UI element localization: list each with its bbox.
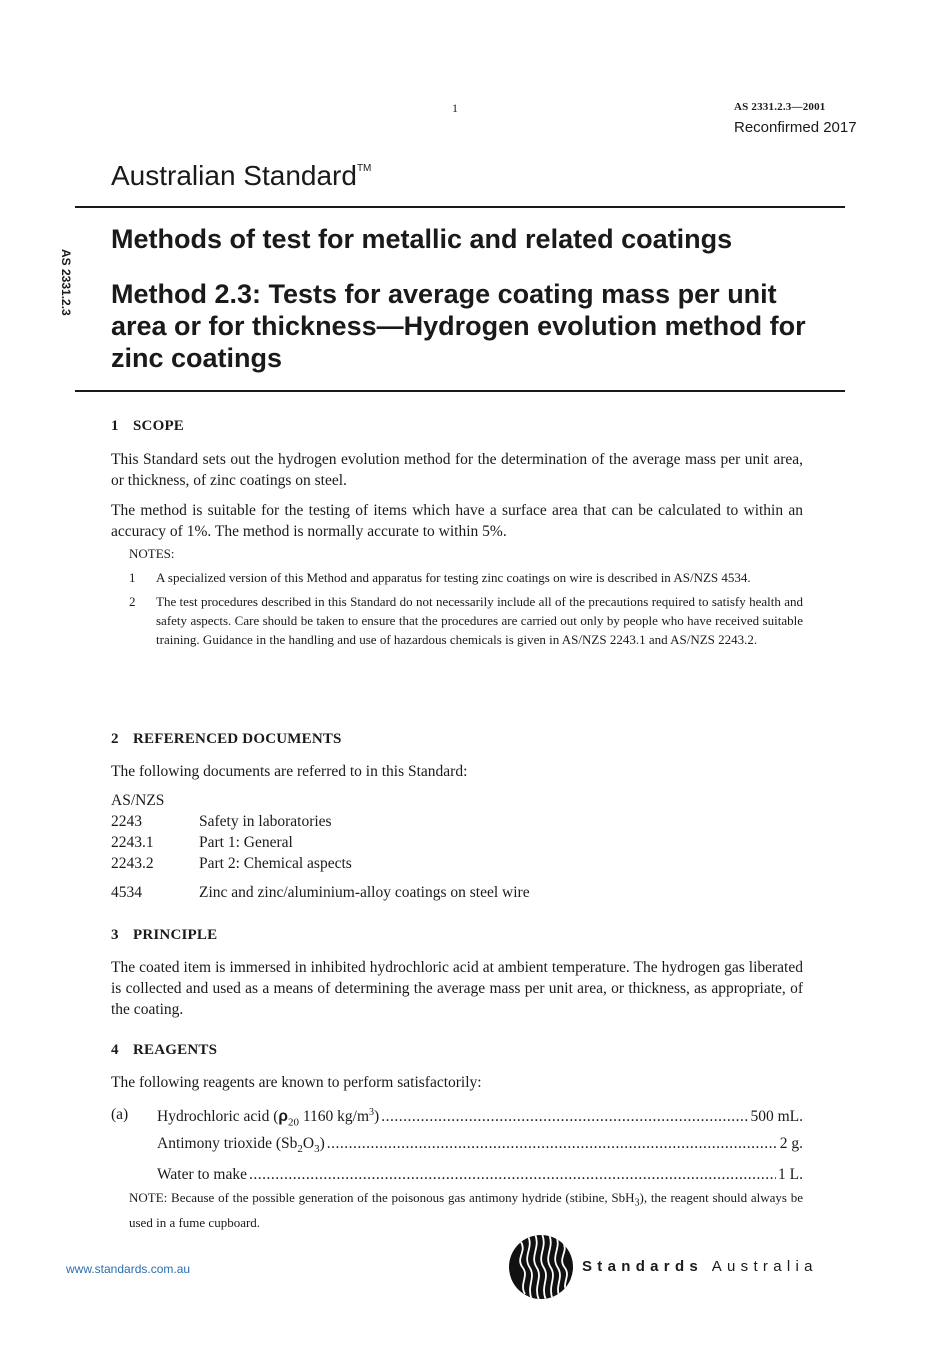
reference-code: 2243.2 [111,855,154,872]
leader-dots [249,1164,776,1185]
reagent-name-close: ) [319,1135,325,1152]
reconfirmed-note: Reconfirmed 2017 [734,119,857,136]
section-number: 2 [111,731,119,747]
method-title: Method 2.3: Tests for average coating mass per unit area or for thickness—Hydrogen evolution method for zinc coatings [111,279,806,373]
notes-label: NOTES: [129,546,175,561]
website-link[interactable]: www.standards.com.au [66,1262,191,1276]
reference-code: 2243 [111,813,142,830]
reagent-name-text: Antimony trioxide (Sb [157,1135,298,1152]
density-value: 1160 kg/m [298,1108,370,1126]
notes-list [129,568,803,654]
reagents-intro: The following reagents are known to perform satisfactorily: [111,1074,482,1091]
section-heading-scope [111,418,803,435]
reagent-line-hydrochloric-acid [157,1102,803,1133]
reagent-quantity: 500 mL. [750,1108,803,1126]
reference-title: Zinc and zinc/aluminium-alloy coatings on steel wire [199,884,530,901]
standard-brand [111,160,371,192]
reference-code: 2243.1 [111,834,154,851]
reagent-note [129,1188,803,1232]
section-heading-principle [111,927,803,944]
reference-title: Safety in laboratories [199,813,332,830]
section-heading-reagents [111,1042,803,1059]
document-title: Methods of test for metallic and related coatings [111,224,733,254]
note-text: ), the reagent should always be used in a fume cupboard. [129,1190,803,1230]
note-number: 2 [129,594,136,609]
top-rule [75,206,845,208]
section-title: PRINCIPLE [133,927,218,943]
formula-subscript: 3 [314,1143,320,1156]
section-number: 4 [111,1042,119,1058]
standard-id: AS 2331.2.3—2001 [734,101,826,113]
leader-dots [381,1106,748,1127]
reference-row [111,853,711,874]
reagent-quantity: 1 L. [778,1166,803,1183]
section-number: 1 [111,418,119,434]
standards-australia-wordmark [582,1258,818,1275]
brand-name: Australian Standard [111,160,357,191]
reference-title: Part 1: General [199,834,293,851]
section-title: REAGENTS [133,1042,218,1058]
references-table [111,790,711,903]
section-title: SCOPE [133,418,185,434]
density-subscript: 20 [287,1116,299,1129]
formula-subscript: 2 [297,1143,303,1156]
reagent-name [157,1133,325,1160]
reagent-name: Water to make [157,1166,247,1183]
title-bottom-rule [75,390,845,392]
note-item [129,592,803,649]
note-text: NOTE: Because of the possible generation of the poisonous gas antimony hydride (stibine, SbH [129,1190,635,1205]
reagent-line-antimony-trioxide [157,1133,803,1160]
references-group-label: AS/NZS [111,792,165,809]
note-text: A specialized version of this Method and apparatus for testing zinc coatings on wire is described in AS/NZS 4534. [156,570,751,585]
page-number: 1 [452,101,458,115]
scope-paragraph-1: This Standard sets out the hydrogen evolution method for the determination of the average mass per unit area, or thickness, of zinc coatings on steel. [111,451,803,489]
section-heading-references [111,731,803,748]
wordmark-bold: Standards [582,1258,704,1275]
trademark-mark: TM [356,162,372,174]
scope-paragraph-2: The method is suitable for the testing of items which have a surface area that can be calculated to within an accuracy of 1%. The method is normally accurate to within 5%. [111,502,803,540]
reagent-quantity: 2 g. [779,1135,803,1152]
reference-row [111,811,711,832]
references-intro: The following documents are referred to in this Standard: [111,763,468,780]
reference-title: Part 2: Chemical aspects [199,855,352,872]
reagent-name [157,1102,379,1133]
formula-subscript: 3 [634,1197,640,1209]
section-number: 3 [111,927,119,943]
note-number: 1 [129,570,136,585]
principle-paragraph: The coated item is immersed in inhibited hydrochloric acid at ambient temperature. The hydrogen gas liberated is collected and used as a means of determining the average mass per unit area, or thickness, as appropriate, of the coating. [111,959,803,1018]
unit-superscript: 3 [369,1107,375,1118]
section-title: REFERENCED DOCUMENTS [133,731,342,747]
density-symbol: ρ [278,1108,288,1126]
reference-code: 4534 [111,884,142,901]
note-item [129,568,803,587]
reference-row [111,832,711,853]
reference-row [111,882,711,903]
note-text: The test procedures described in this Standard do not necessarily include all of the precautions required to satisfy health and safety aspects. Care should be taken to ensure that the procedures are carried out only by people who have received suitable training. Guidance in the handling and use of hazardous chemicals is given in AS/NZS 2243.1 and AS/NZS 2243.2. [156,594,803,647]
side-standard-id: AS 2331.2.3 [59,249,73,316]
leader-dots [327,1133,778,1154]
standards-australia-logo-icon [508,1234,574,1300]
reagent-item-label: (a) [111,1106,129,1123]
reagent-line-water [157,1164,803,1185]
reagent-name-close: ) [374,1108,380,1126]
wordmark-light: Australia [711,1258,818,1275]
formula-element: O [302,1135,315,1152]
reagent-name-text: Hydrochloric acid ( [157,1108,279,1126]
